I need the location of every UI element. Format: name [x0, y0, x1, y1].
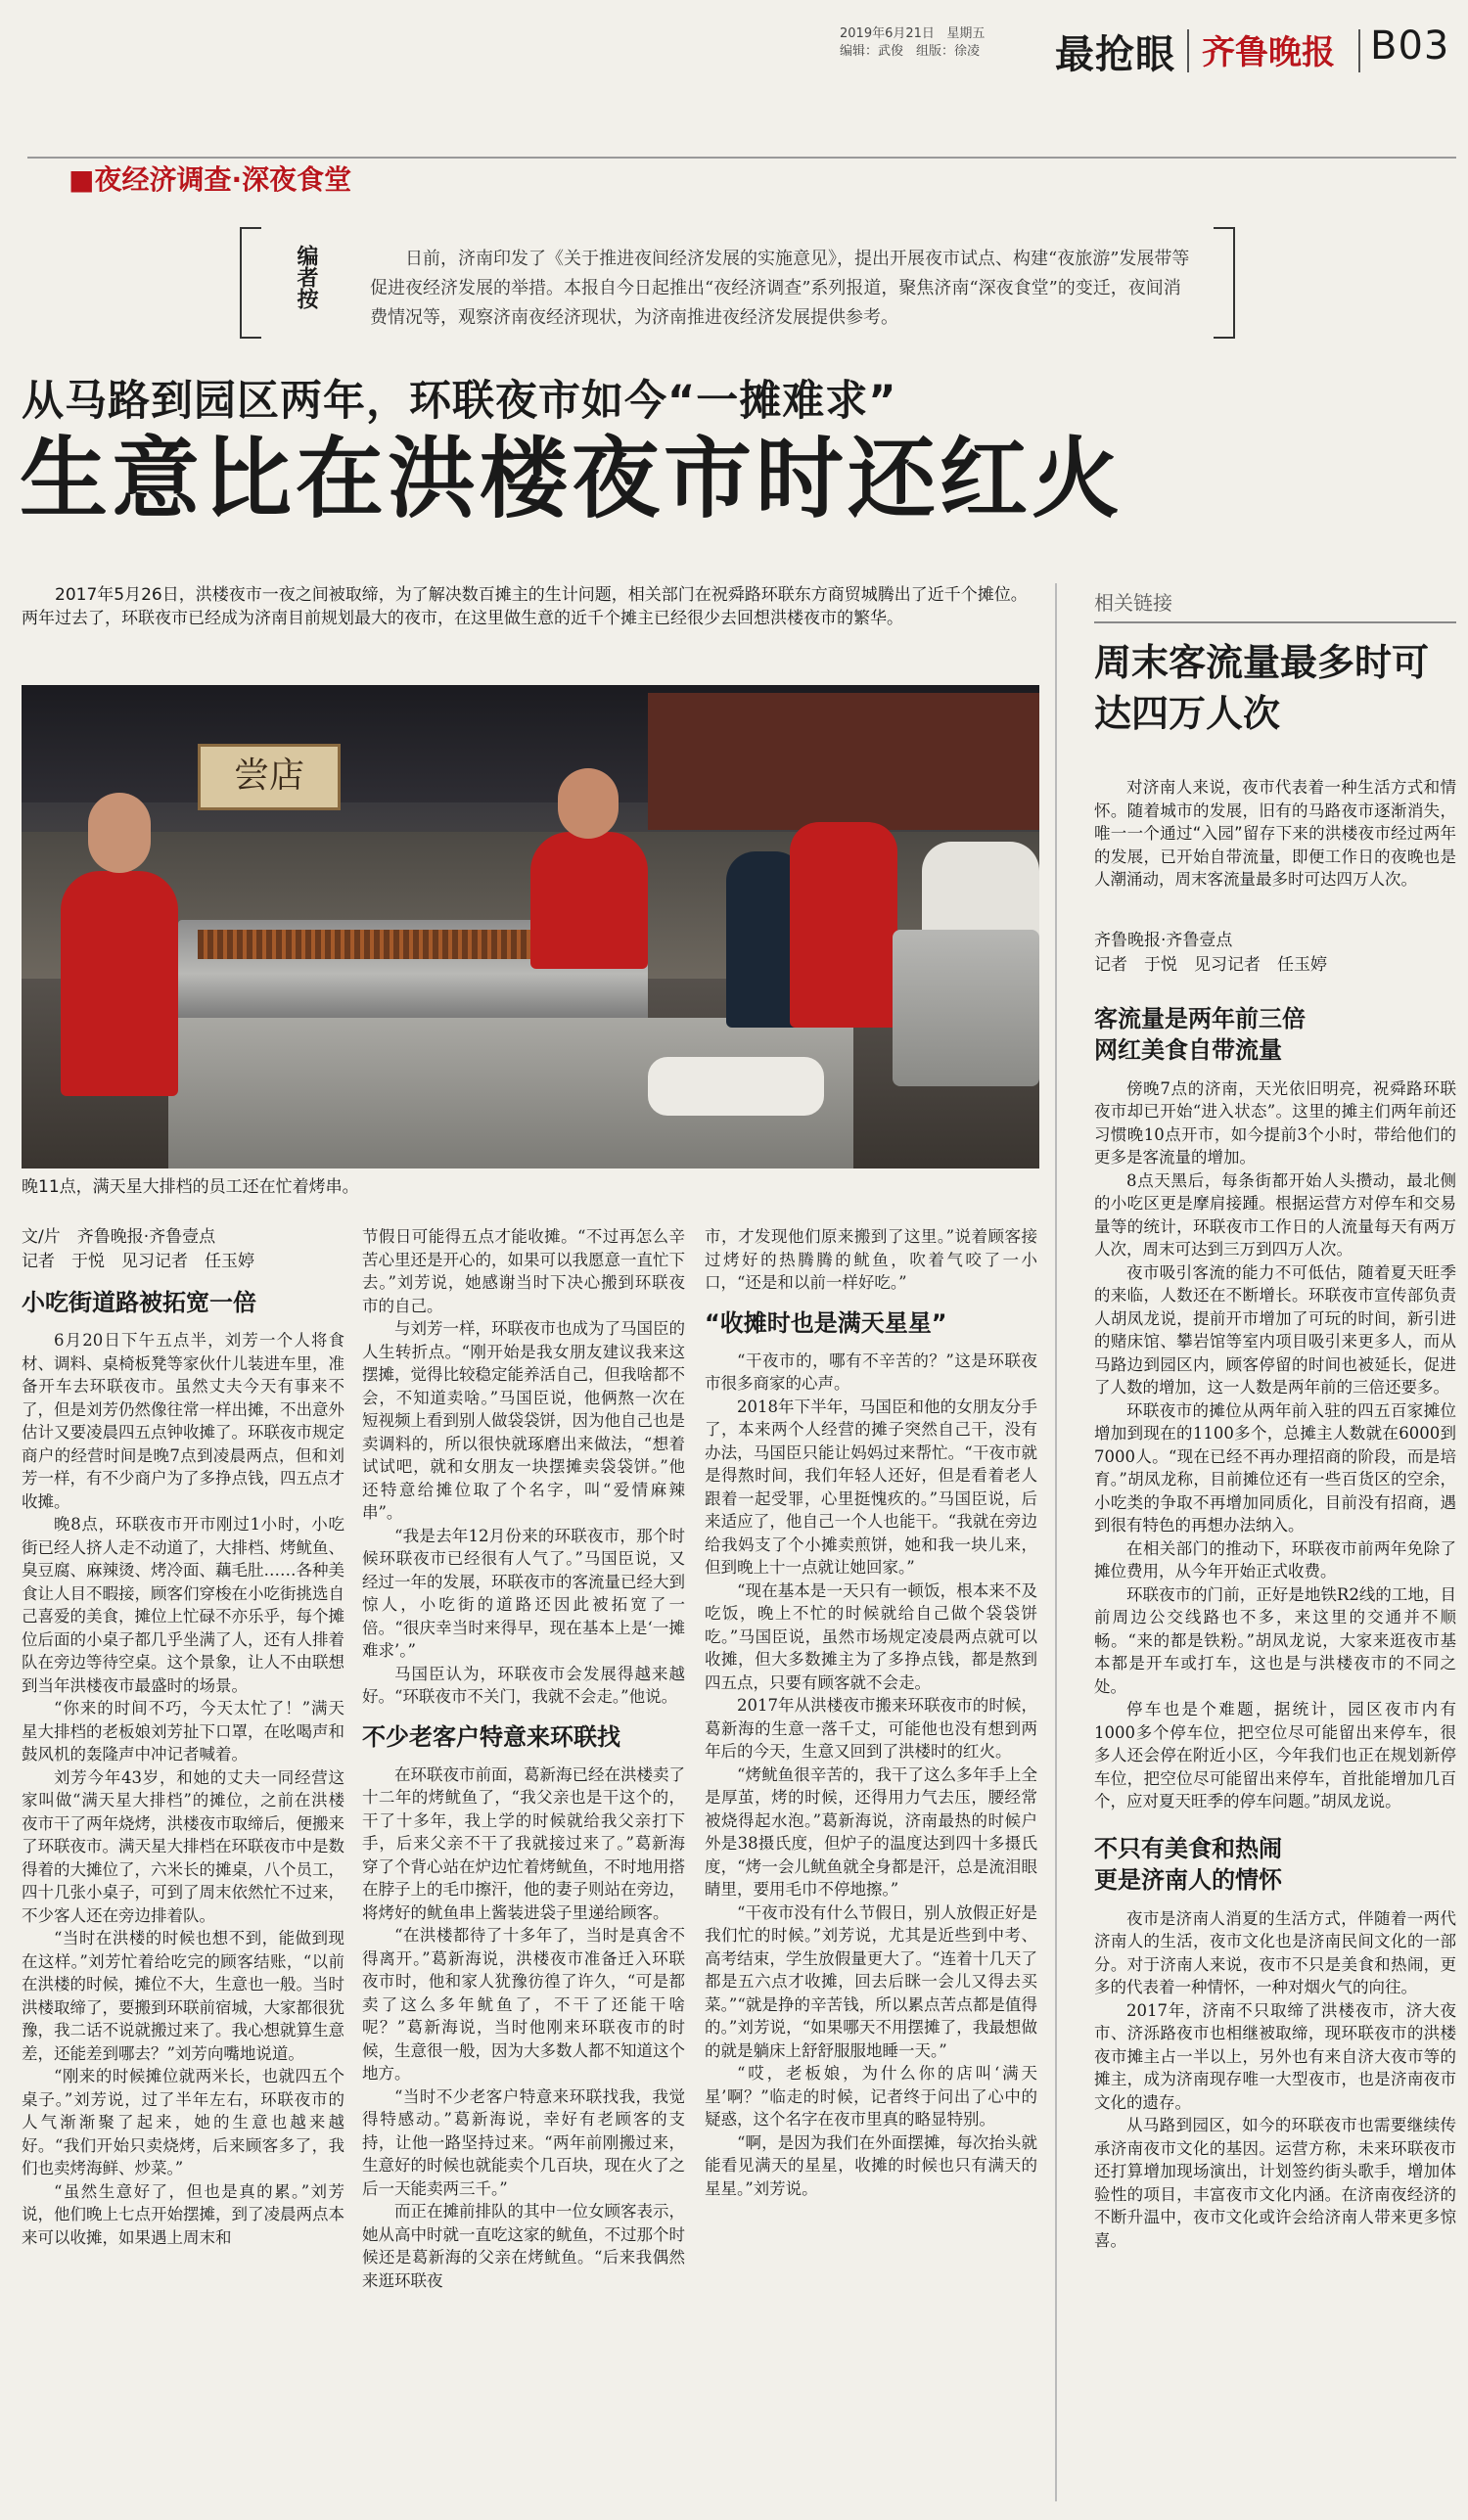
worker-left-head	[88, 793, 151, 873]
sidebar-subhead-2: 不只有美食和热闹 更是济南人的情怀	[1094, 1834, 1282, 1894]
paragraph: 6月20日下午五点半，刘芳一个人将食材、调料、桌椅板凳等家伙什儿装进车里，准备开车去环联夜市。虽然丈夫今天有事来不了，但是刘芳仍然像往常一样出摊，不出意外估计又要凌晨四五点钟收摊了。环联夜市规定商户的经营时间是晚7点到凌晨两点，但和刘芳一样，有不少商户为了多挣点钱，四五点才收摊。	[22, 1331, 344, 1511]
paragraph: 马国臣认为，环联夜市会发展得越来越好。“环联夜市不关门，我就不会走。”他说。	[362, 1664, 685, 1706]
paragraph: 夜市吸引客流的能力不可低估，随着夏天旺季的来临，人数还在不断增长。环联夜市宣传部负责人胡凤龙说，提前开市增加了可玩的时间，新引进的赌床馆、攀岩馆等室内项目吸引来更多人，而从马路边到园区内，顾客停留的时间也被延长，促进了人数的增加，这一人数是两年前的三倍还要多。	[1094, 1262, 1456, 1397]
column-3-body-a	[705, 1225, 1037, 1295]
sidebar-title: 周末客流量最多时可达四万人次	[1094, 641, 1430, 735]
paragraph: 而正在摊前排队的其中一位女顾客表示，她从高中时就一直吃这家的鱿鱼，不过那个时候还是葛新海的父亲在烤鱿鱼。“后来我偶然来逛环联夜	[362, 2202, 685, 2290]
sub-headline: 从马路到园区两年，环联夜市如今“一摊难求”	[22, 377, 897, 426]
column-2-body-a	[362, 1225, 685, 1709]
section-tag: ■夜经济调查·深夜食堂	[69, 163, 352, 196]
column-3-body-b	[705, 1350, 1037, 2201]
page-section-title: 最抢眼	[1055, 32, 1175, 77]
section-head-2: 不少老客户特意来环联找	[362, 1722, 620, 1751]
article-column-2	[362, 1225, 685, 2292]
paragraph: “当时不少老客户特意来环联找我，我觉得特感动。”葛新海说，幸好有老顾客的支持，让他一路坚持过来。“两年前刚搬过来，生意好的时候也就能卖个几百块，现在火了之后一天能卖两三千。”	[362, 2086, 685, 2198]
paragraph: 2017年，济南不只取缔了洪楼夜市，济大夜市、济泺路夜市也相继被取缔，现环联夜市的洪楼夜市摊主占一半以上，另外也有来自济大夜市等的摊主，成为济南现存唯一大型夜市，也是济南夜市文化的遗存。	[1094, 2000, 1456, 2112]
header-divider-2	[1358, 29, 1360, 72]
editor-note-text: 日前，济南印发了《关于推进夜间经济发展的实施意见》，提出开展夜市试点、构建“夜旅游”发展带等促进夜经济发展的举措。本报自今日起推出“夜经济调查”系列报道，聚焦济南“深夜食堂”的变迁，夜间消费情况等，观察济南夜经济现状，为济南推进夜经济发展提供参考。	[370, 249, 1190, 328]
paragraph: 市，才发现他们原来搬到了这里。”说着顾客接过烤好的热腾腾的鱿鱼，吹着气咬了一小口，“还是和以前一样好吃。”	[705, 1227, 1037, 1292]
shop-sign: 尝店	[198, 744, 341, 810]
note-bracket-right	[1214, 227, 1235, 339]
sidebar-byline-2: 记者 于悦 见习记者 任玉婷	[1094, 954, 1327, 975]
paragraph: 刘芳今年43岁，和她的丈夫一同经营这家叫做“满天星大排档”的摊位，之前在洪楼夜市干了两年烧烤，洪楼夜市取缔后，便搬来了环联夜市。满天星大排档在环联夜市中是数得着的大摊位了，六米长的摊桌，八个员工，四十几张小桌子，可到了周末依然忙不过来，不少客人还在旁边排着队。	[22, 1767, 344, 1925]
article-column-3	[705, 1225, 1037, 2200]
paragraph: 从马路到园区，如今的环联夜市也需要继续传承济南夜市文化的基因。运营方称，未来环联夜市还打算增加现场演出，计划签约街头歌手，增加体验性的项目，丰富夜市文化内涵。在济南夜经济的不断升温中，夜市文化或许会给济南人带来更多惊喜。	[1094, 2116, 1456, 2250]
byline-line-1: 文/片 齐鲁晚报·齐鲁壹点	[22, 1227, 216, 1247]
sidebar-byline-1: 齐鲁晚报·齐鲁壹点	[1094, 930, 1233, 950]
paragraph: “当时在洪楼的时候也想不到，能做到现在这样。”刘芳忙着给吃完的顾客结账，“以前在洪楼的时候，摊位不大，生意也一般。当时洪楼取缔了，要搬到环联前宿城，大家都很犹豫，我二话不说就搬过来了。我心想就算生意差，还能差到哪去？”刘芳向嘴地说道。	[22, 1929, 344, 2063]
paragraph: “哎，老板娘，为什么你的店叫‘满天星’啊？”临走的时候，记者终于问出了心中的疑惑，这个名字在夜市里真的略显特别。	[705, 2064, 1037, 2129]
paragraph: “干夜市没有什么节假日，别人放假正好是我们忙的时候。”刘芳说，尤其是近些到中考、高考结束，学生放假量更大了。“连着十几天了都是五六点才收摊，回去后眯一会儿又得去买菜。”“就是挣的辛苦钱，所以累点苦点都是值得的。”刘芳说，“如果哪天不用摆摊了，我最想做的就是躺床上舒舒服服地睡一天。”	[705, 1902, 1037, 2060]
paragraph: “烤鱿鱼很辛苦的，我干了这么多年手上全是厚茧，烤的时候，还得用力气去压，腰经常被烧得起水泡。”葛新海说，济南最热的时候户外是38摄氏度，但炉子的温度达到四十多摄氏度，“烤一会儿鱿鱼就全身都是汗，总是流泪眼睛里，要用毛巾不停地擦。”	[705, 1764, 1037, 1899]
red-banner	[648, 693, 1039, 830]
paragraph: 在相关部门的推动下，环联夜市前两年免除了摊位费用，从今年开始正式收费。	[1094, 1538, 1456, 1581]
steel-pots	[893, 930, 1039, 1086]
sidebar-body-2	[1094, 1907, 1456, 2253]
page-number: B03	[1370, 23, 1450, 69]
worker-center-head	[558, 768, 619, 839]
paragraph: “虽然生意好了，但也是真的累。”刘芳说，他们晚上七点开始摆摊，到了凌晨两点本来可以收摊，如果遇上周末和	[22, 2181, 344, 2247]
white-plate	[648, 1057, 824, 1116]
paragraph: “现在基本是一天只有一顿饭，根本来不及吃饭，晚上不忙的时候就给自己做个袋袋饼吃。”马国臣说，虽然市场规定凌晨两点就可以收摊，但大多数摊主为了多挣点钱，都是熬到四五点，只要有顾客就不会走。	[705, 1581, 1037, 1692]
paragraph: 夜市是济南人消夏的生活方式，伴随着一两代济南人的生活，夜市文化也是济南民间文化的一部分。对于济南人来说，夜市不只是美食和热闹，更多的代表着一种情怀，一种对烟火气的向往。	[1094, 1908, 1456, 1996]
paragraph: 环联夜市的摊位从两年前入驻的四五百家摊位增加到现在的1100多个，总摊主人数就在6000到7000人。“现在已经不再办理招商的阶段，而是培育。”胡凤龙称，目前摊位还有一些百货区的空余，小吃类的争取不再增加同质化，目前没有招商，遇到很有特色的再想办法纳入。	[1094, 1400, 1456, 1535]
note-bracket-left	[240, 227, 261, 339]
paragraph: 8点天黑后，每条街都开始人头攒动，最北侧的小吃区更是摩肩接踵。根据运营方对停车和交易量等的统计，环联夜市工作日的人流量每天有两万人次，周末可达到三万到四万人次。	[1094, 1170, 1456, 1259]
paragraph: 晚8点，环联夜市开市刚过1小时，小吃街已经人挤人走不动道了，大排档、烤鱿鱼、臭豆腐、麻辣烫、烤冷面、藕毛肚……各种美食让人目不暇接，顾客们穿梭在小吃街挑选自己喜爱的美食，摊位上忙碌不亦乐乎，每个摊位后面的小桌子都几乎坐满了人，还有人排着队在旁边等待空桌。这个景象，让人不由联想到当年洪楼夜市最盛时的场景。	[22, 1515, 344, 1695]
worker-right	[790, 822, 897, 1028]
paragraph: “啊，是因为我们在外面摆摊，每次抬头就能看见满天的星星，收摊的时候也只有满天的星星。”刘芳说。	[705, 2132, 1037, 2198]
section-head-1: 小吃街道路被拓宽一倍	[22, 1289, 256, 1316]
paragraph: “在洪楼都待了十多年了，当时是真舍不得离开。”葛新海说，洪楼夜市准备迁入环联夜市时，他和家人犹豫彷徨了许久，“可是都卖了这么多年鱿鱼了，不干了还能干啥呢？”葛新海说，当时他刚来环联夜市的时候，生意很一般，因为大多数人都不知道这个地方。	[362, 1926, 685, 2083]
paragraph: 在环联夜市前面，葛新海已经在洪楼卖了十二年的烤鱿鱼了，“我父亲也是干这个的，干了十多年，我上学的时候就给我父亲打下手，后来父亲不干了我就接过来了。”葛新海穿了个背心站在炉边忙着烤鱿鱼，不时地用搭在脖子上的毛巾擦汗，他的妻子则站在旁边，将烤好的鱿鱼串上酱装进袋子里递给顾客。	[362, 1764, 685, 1922]
paragraph: “刚来的时候摊位就两米长，也就四五个桌子。”刘芳说，过了半年左右，环联夜市的人气渐渐聚了起来，她的生意也越来越好。“我们开始只卖烧烤，后来顾客多了，我们也卖烤海鲜、炒菜。”	[22, 2067, 344, 2177]
byline-line-2: 记者 于悦 见习记者 任玉婷	[22, 1252, 254, 1271]
editor-note-label: 编者按	[294, 245, 318, 309]
photo-caption: 晚11点，满天星大排档的员工还在忙着烤串。	[22, 1177, 359, 1197]
header-divider	[1187, 29, 1189, 72]
paragraph: 环联夜市的门前，正好是地铁R2线的工地，目前周边公交线路也不多，来这里的交通并不顺畅。“来的都是铁粉。”胡凤龙说，大家来逛夜市基本都是开车或打车，这也是与洪楼夜市的不同之处。	[1094, 1584, 1456, 1696]
worker-left	[61, 871, 178, 1096]
worker-center	[530, 832, 648, 969]
paragraph: “你来的时间不巧，今天太忙了！”满天星大排档的老板娘刘芳扯下口罩，在吆喝声和鼓风机的轰隆声中冲记者喊着。	[22, 1699, 344, 1764]
paragraph: 与刘芳一样，环联夜市也成为了马国臣的人生转折点。“刚开始是我女朋友建议我来这摆摊，觉得比较稳定能养活自己，但我啥都不会，不知道卖啥。”马国臣说，他俩熬一次在短视频上看到别人做袋袋饼，因为他自己也是卖调料的，所以很快就琢磨出来做法，“想着试试吧，就和女朋友一块摆摊卖袋袋饼。”他还特意给摊位取了个名字，叫“爱情麻辣串”。	[362, 1319, 685, 1522]
sidebar-rule	[1055, 583, 1057, 2501]
date-text: 2019年6月21日	[840, 26, 935, 41]
lead-paragraph: 2017年5月26日，洪楼夜市一夜之间被取缔，为了解决数百摊主的生计问题，相关部门在祝舜路环联东方商贸城腾出了近千个摊位。两年过去了，环联夜市已经成为济南目前规划最大的夜市，在这里做生意的近千个摊主已经很少去回想洪楼夜市的繁华。	[22, 585, 1028, 628]
editors-line: 编辑：武俊 组版：徐凌	[840, 44, 981, 59]
article-column-1	[22, 1225, 344, 2249]
paragraph: “我是去年12月份来的环联夜市，那个时候环联夜市已经很有人气了。”马国臣说，又经过一年的发展，环联夜市的客流量已经大到惊人，小吃街的道路还因此被拓宽了一倍。“很庆幸当时来得早，现在基本上是‘一摊难求’。”	[362, 1526, 685, 1660]
paragraph: 2017年从洪楼夜市搬来环联夜市的时候，葛新海的生意一落千丈，可能他也没有想到两年后的今天，生意又回到了洪楼时的红火。	[705, 1696, 1037, 1761]
paper-logo: 齐鲁晚报	[1202, 33, 1335, 72]
sidebar-body-1	[1094, 1077, 1456, 1813]
paragraph: “干夜市的，哪有不辛苦的？”这是环联夜市很多商家的心声。	[705, 1351, 1037, 1393]
issue-date	[840, 25, 985, 43]
column-2-body-b	[362, 1764, 685, 2293]
sidebar-subhead-1: 客流量是两年前三倍 网红美食自带流量	[1094, 1004, 1306, 1064]
weekday-text: 星期五	[946, 26, 986, 41]
night-market-photo	[22, 685, 1039, 1168]
main-headline: 生意比在洪楼夜市时还红火	[20, 428, 1124, 530]
sidebar-intro: 对济南人来说，夜市代表着一种生活方式和情怀。随着城市的发展，旧有的马路夜市逐渐消失，唯一一个通过“入园”留存下来的洪楼夜市经过两年的发展，已开始自带流量，即便工作日的夜晚也是人潮涌动，周末客流量最多时可达四万人次。	[1094, 778, 1456, 889]
paragraph: 节假日可能得五点才能收摊。“不过再怎么辛苦心里还是开心的，如果可以我愿意一直忙下去。”刘芳说，她感谢当时下决心搬到环联夜市的自己。	[362, 1227, 685, 1315]
paragraph: 2018年下半年，马国臣和他的女朋友分手了，本来两个人经营的摊子突然自己干，没有办法，马国臣只能让妈妈过来帮忙。“干夜市就是得熬时间，我们年轻人还好，但是看着老人跟着一起受罪，心里挺愧疚的。”马国臣说，后来适应了，他自己一个人也能干。“我就在旁边给我妈支了个小摊卖煎饼，她和我一块儿来，但到晚上十一点就让她回家。”	[705, 1397, 1037, 1577]
paragraph: 傍晚7点的济南，天光依旧明亮，祝舜路环联夜市却已开始“进入状态”。这里的摊主们两年前还习惯晚10点开市，如今提前3个小时，带给他们的更多是客流量的增加。	[1094, 1078, 1456, 1167]
related-links-label: 相关链接	[1094, 587, 1456, 623]
column-1-body	[22, 1329, 344, 2249]
section-head-3: “收摊时也是满天星星”	[705, 1308, 947, 1337]
sidebar	[1094, 587, 1456, 2252]
paragraph: 停车也是个难题，据统计，园区夜市内有1000多个停车位，把空位尽可能留出来停车，很多人还会停在附近小区，今年我们也正在规划新停车位，把空位尽可能留出来停车，首批能增加几百个，应对夏天旺季的停车问题。”胡凤龙说。	[1094, 1700, 1456, 1810]
